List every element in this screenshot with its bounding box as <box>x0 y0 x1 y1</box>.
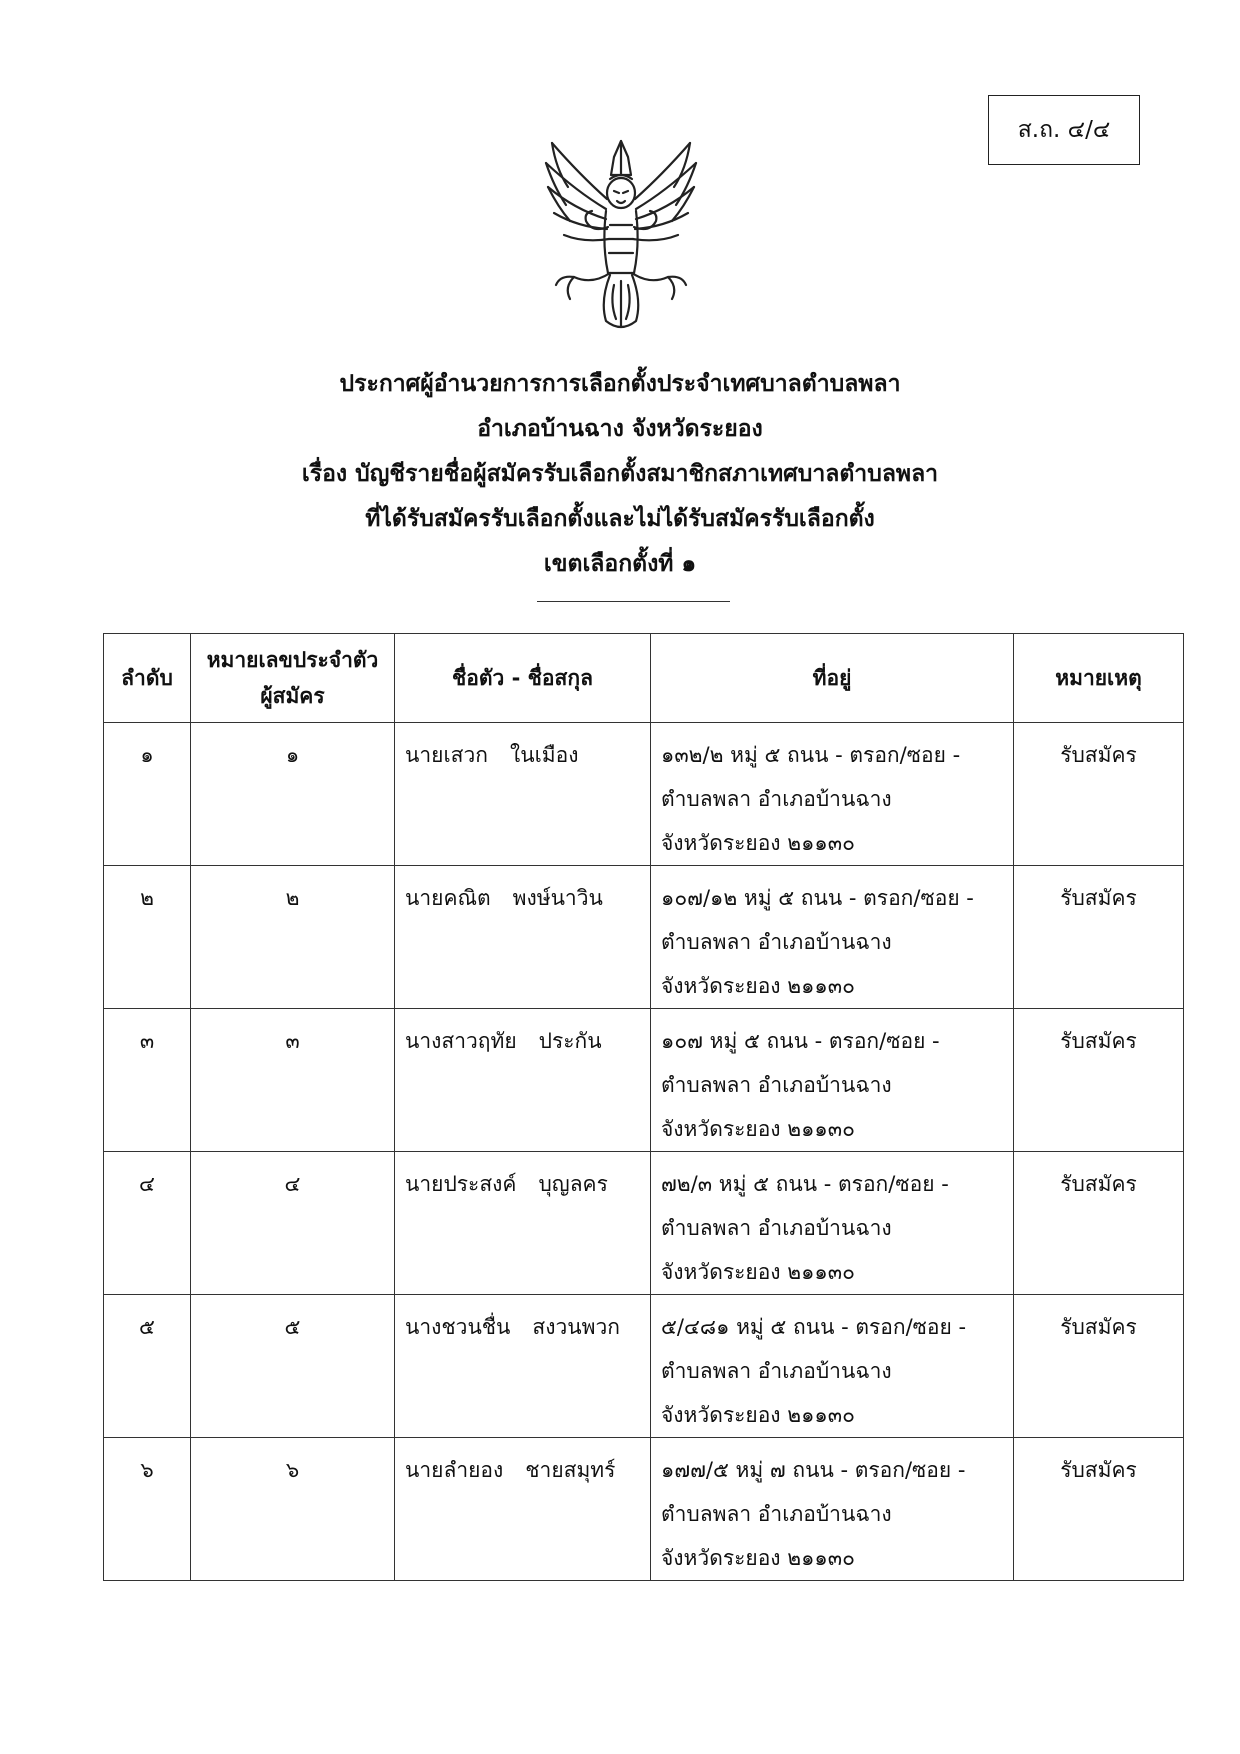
cell-address <box>651 1009 1014 1152</box>
address-line-3: จังหวัดระยอง ๒๑๑๓๐ <box>661 1117 855 1141</box>
address-line-1: ๑๓๒/๒ หมู่ ๕ ถนน - ตรอก/ซอย - <box>661 743 961 767</box>
cell-address <box>651 866 1014 1009</box>
header-name: ชื่อตัว - ชื่อสกุล <box>395 634 651 723</box>
cell-candidate-number: ๕ <box>191 1295 395 1438</box>
cell-address <box>651 1438 1014 1581</box>
header-order: ลำดับ <box>104 634 191 723</box>
cell-order: ๒ <box>104 866 191 1009</box>
address-line-3: จังหวัดระยอง ๒๑๑๓๐ <box>661 1403 855 1427</box>
heading-line-3: เรื่อง บัญชีรายชื่อผู้สมัครรับเลือกตั้งสมาชิกสภาเทศบาลตำบลพลา <box>301 461 939 487</box>
last-name: ประกัน <box>538 1029 602 1053</box>
last-name: บุญลคร <box>538 1172 608 1196</box>
cell-name <box>395 1152 651 1295</box>
cell-name <box>395 723 651 866</box>
cell-address <box>651 723 1014 866</box>
address-line-3: จังหวัดระยอง ๒๑๑๓๐ <box>661 974 855 998</box>
address-line-1: ๕/๔๘๑ หมู่ ๕ ถนน - ตรอก/ซอย - <box>661 1315 967 1339</box>
last-name: สงวนพวก <box>532 1315 620 1339</box>
cell-order: ๔ <box>104 1152 191 1295</box>
title-divider <box>537 601 730 602</box>
cell-order: ๑ <box>104 723 191 866</box>
first-name: นางชวนชื่น <box>405 1315 511 1339</box>
address-line-2: ตำบลพลา อำเภอบ้านฉาง <box>661 1359 892 1383</box>
cell-remark: รับสมัคร <box>1014 1152 1184 1295</box>
heading-line-2: อำเภอบ้านฉาง จังหวัดระยอง <box>477 416 763 442</box>
garuda-emblem-icon <box>540 135 702 335</box>
address-line-1: ๑๗๗/๕ หมู่ ๗ ถนน - ตรอก/ซอย - <box>661 1458 966 1482</box>
first-name: นายลำยอง <box>405 1458 504 1482</box>
cell-remark: รับสมัคร <box>1014 1438 1184 1581</box>
cell-name <box>395 1438 651 1581</box>
cell-address <box>651 1295 1014 1438</box>
cell-order: ๖ <box>104 1438 191 1581</box>
cell-remark: รับสมัคร <box>1014 723 1184 866</box>
candidate-table <box>103 633 1184 1581</box>
address-line-1: ๑๐๗/๑๒ หมู่ ๕ ถนน - ตรอก/ซอย - <box>661 886 974 910</box>
address-line-3: จังหวัดระยอง ๒๑๑๓๐ <box>661 1546 855 1570</box>
cell-remark: รับสมัคร <box>1014 866 1184 1009</box>
form-code-box <box>988 95 1140 165</box>
address-line-2: ตำบลพลา อำเภอบ้านฉาง <box>661 787 892 811</box>
cell-candidate-number: ๖ <box>191 1438 395 1581</box>
cell-candidate-number: ๒ <box>191 866 395 1009</box>
table-row <box>104 723 1184 866</box>
announcement-heading <box>0 362 1240 587</box>
table-row <box>104 1438 1184 1581</box>
address-line-3: จังหวัดระยอง ๒๑๑๓๐ <box>661 831 855 855</box>
first-name: นายประสงค์ <box>405 1172 517 1196</box>
address-line-3: จังหวัดระยอง ๒๑๑๓๐ <box>661 1260 855 1284</box>
cell-name <box>395 1009 651 1152</box>
cell-order: ๕ <box>104 1295 191 1438</box>
cell-address <box>651 1152 1014 1295</box>
header-number-line-2: ผู้สมัคร <box>260 684 325 708</box>
cell-remark: รับสมัคร <box>1014 1009 1184 1152</box>
address-line-1: ๗๒/๓ หมู่ ๕ ถนน - ตรอก/ซอย - <box>661 1172 949 1196</box>
address-line-2: ตำบลพลา อำเภอบ้านฉาง <box>661 1073 892 1097</box>
address-line-2: ตำบลพลา อำเภอบ้านฉาง <box>661 1502 892 1526</box>
table-row <box>104 866 1184 1009</box>
address-line-1: ๑๐๗ หมู่ ๕ ถนน - ตรอก/ซอย - <box>661 1029 940 1053</box>
cell-order: ๓ <box>104 1009 191 1152</box>
form-code: ส.ถ. ๔/๔ <box>1017 117 1111 143</box>
address-line-2: ตำบลพลา อำเภอบ้านฉาง <box>661 1216 892 1240</box>
first-name: นางสาวฤทัย <box>405 1029 517 1053</box>
heading-line-5: เขตเลือกตั้งที่ ๑ <box>543 551 697 577</box>
cell-candidate-number: ๔ <box>191 1152 395 1295</box>
table-row <box>104 1295 1184 1438</box>
cell-name <box>395 1295 651 1438</box>
cell-candidate-number: ๓ <box>191 1009 395 1152</box>
header-candidate-number <box>191 634 395 723</box>
header-address: ที่อยู่ <box>651 634 1014 723</box>
cell-remark: รับสมัคร <box>1014 1295 1184 1438</box>
cell-candidate-number: ๑ <box>191 723 395 866</box>
first-name: นายคณิต <box>405 886 491 910</box>
cell-name <box>395 866 651 1009</box>
header-number-line-1: หมายเลขประจำตัว <box>206 648 379 672</box>
header-remark: หมายเหตุ <box>1014 634 1184 723</box>
table-row <box>104 1152 1184 1295</box>
first-name: นายเสวก <box>405 743 488 767</box>
last-name: ชายสมุทร์ <box>525 1458 616 1482</box>
last-name: พงษ์นาวิน <box>512 886 603 910</box>
table-header-row <box>104 634 1184 723</box>
last-name: ในเมือง <box>509 743 579 767</box>
heading-line-4: ที่ได้รับสมัครรับเลือกตั้งและไม่ได้รับสมัครรับเลือกตั้ง <box>365 506 875 532</box>
address-line-2: ตำบลพลา อำเภอบ้านฉาง <box>661 930 892 954</box>
table-row <box>104 1009 1184 1152</box>
heading-line-1: ประกาศผู้อำนวยการการเลือกตั้งประจำเทศบาลตำบลพลา <box>339 371 901 397</box>
